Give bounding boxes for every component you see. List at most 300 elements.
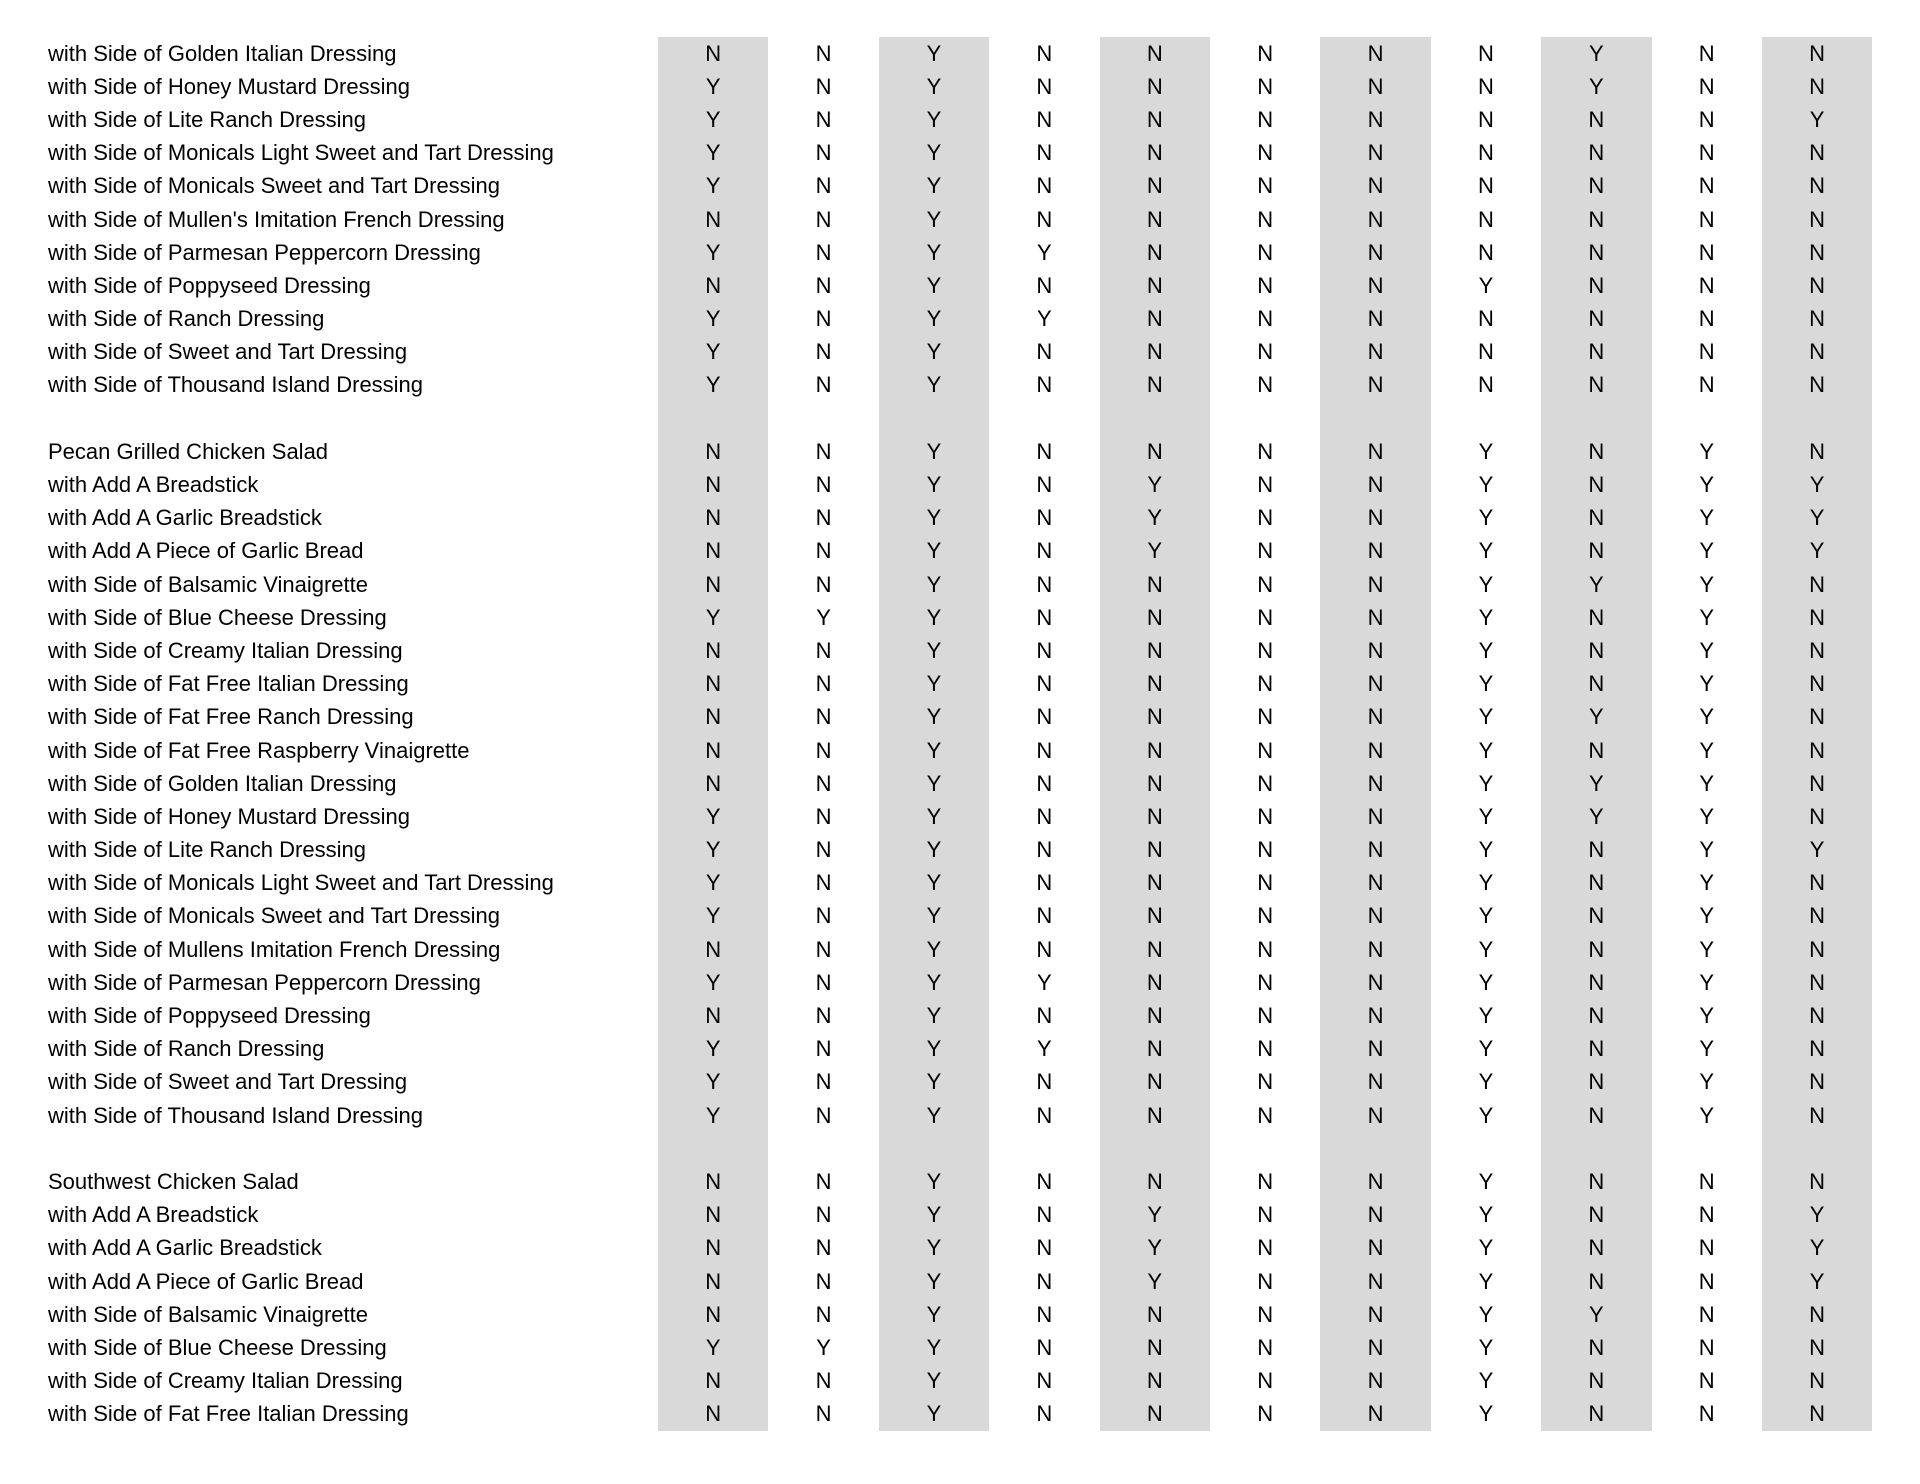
yn-cell: Y bbox=[926, 1401, 942, 1427]
yn-cell: N bbox=[1146, 1036, 1163, 1062]
yn-cell: N bbox=[1036, 870, 1053, 896]
yn-cell: N bbox=[1146, 936, 1163, 962]
yn-cell: N bbox=[1367, 704, 1384, 730]
yn-cell: N bbox=[1146, 571, 1163, 597]
yn-cell: Y bbox=[1699, 870, 1715, 896]
yn-cell: N bbox=[1588, 106, 1605, 132]
table-row bbox=[0, 966, 1920, 999]
yn-cell: N bbox=[1809, 73, 1826, 99]
yn-cell: N bbox=[815, 1036, 832, 1062]
yn-cell: Y bbox=[1699, 1069, 1715, 1095]
yn-cell: N bbox=[1367, 438, 1384, 464]
yn-cell: N bbox=[1367, 1202, 1384, 1228]
yn-cell: N bbox=[1367, 1069, 1384, 1095]
yn-cell: N bbox=[1146, 106, 1163, 132]
row-label: with Side of Creamy Italian Dressing bbox=[48, 1368, 403, 1394]
yn-cell: N bbox=[1809, 173, 1826, 199]
yn-cell: N bbox=[1809, 239, 1826, 265]
yn-cell: N bbox=[815, 704, 832, 730]
yn-cell: N bbox=[1257, 1334, 1274, 1360]
yn-cell: N bbox=[1257, 505, 1274, 531]
yn-cell: N bbox=[1698, 173, 1715, 199]
yn-cell: Y bbox=[1588, 73, 1604, 99]
table-row bbox=[0, 336, 1920, 369]
row-label: with Side of Golden Italian Dressing bbox=[48, 40, 397, 66]
yn-cell: N bbox=[1257, 671, 1274, 697]
yn-cell: N bbox=[1588, 1102, 1605, 1128]
yn-cell: N bbox=[1036, 438, 1053, 464]
yn-cell: N bbox=[1477, 339, 1494, 365]
yn-cell: Y bbox=[1478, 1401, 1494, 1427]
yn-cell: Y bbox=[1699, 837, 1715, 863]
yn-cell: Y bbox=[1699, 903, 1715, 929]
yn-cell: N bbox=[1257, 106, 1274, 132]
table-row bbox=[0, 1265, 1920, 1298]
table-row bbox=[0, 1199, 1920, 1232]
yn-cell: N bbox=[705, 704, 722, 730]
section-spacer-row bbox=[0, 1132, 1920, 1165]
yn-cell: N bbox=[815, 969, 832, 995]
yn-cell: N bbox=[1146, 1301, 1163, 1327]
yn-cell: Y bbox=[926, 173, 942, 199]
yn-cell: N bbox=[1588, 1069, 1605, 1095]
yn-cell: N bbox=[705, 770, 722, 796]
yn-cell: N bbox=[815, 1102, 832, 1128]
yn-cell: N bbox=[705, 40, 722, 66]
yn-cell: Y bbox=[926, 704, 942, 730]
yn-cell: N bbox=[1146, 903, 1163, 929]
yn-cell: N bbox=[1367, 1036, 1384, 1062]
yn-cell: N bbox=[1477, 239, 1494, 265]
yn-cell: N bbox=[815, 1401, 832, 1427]
row-label: with Side of Parmesan Peppercorn Dressing bbox=[48, 239, 481, 265]
yn-cell: N bbox=[1146, 272, 1163, 298]
yn-cell: Y bbox=[926, 770, 942, 796]
yn-cell: N bbox=[1146, 173, 1163, 199]
yn-cell: N bbox=[1146, 1334, 1163, 1360]
yn-cell: N bbox=[1036, 803, 1053, 829]
yn-cell: N bbox=[1698, 239, 1715, 265]
yn-cell: Y bbox=[926, 1003, 942, 1029]
yn-cell: N bbox=[815, 1268, 832, 1294]
row-label: with Side of Honey Mustard Dressing bbox=[48, 73, 410, 99]
yn-cell: N bbox=[1698, 272, 1715, 298]
yn-cell: N bbox=[1477, 206, 1494, 232]
yn-cell: N bbox=[705, 472, 722, 498]
yn-cell: Y bbox=[926, 472, 942, 498]
yn-cell: N bbox=[1477, 173, 1494, 199]
table-row bbox=[0, 634, 1920, 667]
yn-cell: Y bbox=[1478, 438, 1494, 464]
yn-cell: Y bbox=[1478, 704, 1494, 730]
yn-cell: N bbox=[1809, 737, 1826, 763]
table-row bbox=[0, 170, 1920, 203]
row-label: Southwest Chicken Salad bbox=[48, 1168, 299, 1194]
yn-cell: Y bbox=[926, 106, 942, 132]
yn-cell: N bbox=[1809, 870, 1826, 896]
yn-cell: N bbox=[1257, 903, 1274, 929]
yn-cell: N bbox=[1809, 272, 1826, 298]
yn-cell: N bbox=[1588, 1334, 1605, 1360]
yn-cell: N bbox=[1809, 704, 1826, 730]
yn-cell: Y bbox=[705, 306, 721, 332]
yn-cell: N bbox=[1698, 106, 1715, 132]
yn-cell: Y bbox=[1147, 472, 1163, 498]
yn-cell: N bbox=[1036, 1368, 1053, 1394]
yn-cell: N bbox=[1809, 1368, 1826, 1394]
yn-cell: N bbox=[705, 1268, 722, 1294]
yn-cell: Y bbox=[926, 272, 942, 298]
table-row bbox=[0, 1099, 1920, 1132]
yn-cell: Y bbox=[1478, 538, 1494, 564]
row-label: with Side of Fat Free Ranch Dressing bbox=[48, 704, 414, 730]
yn-cell: N bbox=[1809, 903, 1826, 929]
yn-cell: Y bbox=[1809, 538, 1825, 564]
yn-cell: Y bbox=[1699, 936, 1715, 962]
yn-cell: N bbox=[1257, 239, 1274, 265]
yn-cell: Y bbox=[1478, 837, 1494, 863]
yn-cell: N bbox=[1146, 1003, 1163, 1029]
yn-cell: N bbox=[1146, 1368, 1163, 1394]
yn-cell: N bbox=[1036, 704, 1053, 730]
yn-cell: N bbox=[1146, 339, 1163, 365]
yn-cell: Y bbox=[1478, 1168, 1494, 1194]
yn-cell: N bbox=[1257, 306, 1274, 332]
yn-cell: N bbox=[1588, 505, 1605, 531]
yn-cell: N bbox=[1367, 106, 1384, 132]
yn-cell: N bbox=[1698, 1368, 1715, 1394]
yn-cell: Y bbox=[705, 604, 721, 630]
yn-cell: N bbox=[1146, 870, 1163, 896]
yn-cell: Y bbox=[705, 870, 721, 896]
yn-cell: N bbox=[1257, 538, 1274, 564]
table-row bbox=[0, 435, 1920, 468]
yn-cell: N bbox=[1367, 604, 1384, 630]
table-row bbox=[0, 137, 1920, 170]
yn-cell: N bbox=[1809, 969, 1826, 995]
row-label: with Side of Balsamic Vinaigrette bbox=[48, 1301, 368, 1327]
yn-cell: N bbox=[1367, 472, 1384, 498]
row-label: with Side of Fat Free Raspberry Vinaigrette bbox=[48, 737, 470, 763]
yn-cell: N bbox=[815, 73, 832, 99]
row-label: with Side of Fat Free Italian Dressing bbox=[48, 1401, 409, 1427]
yn-cell: Y bbox=[1588, 704, 1604, 730]
yn-cell: Y bbox=[705, 903, 721, 929]
yn-cell: N bbox=[1257, 571, 1274, 597]
yn-cell: Y bbox=[1478, 1102, 1494, 1128]
yn-cell: Y bbox=[816, 604, 831, 630]
yn-cell: Y bbox=[1588, 803, 1604, 829]
table-row bbox=[0, 800, 1920, 833]
table-row bbox=[0, 933, 1920, 966]
yn-cell: N bbox=[815, 239, 832, 265]
yn-cell: N bbox=[1257, 770, 1274, 796]
yn-cell: Y bbox=[1478, 1202, 1494, 1228]
table-row bbox=[0, 1033, 1920, 1066]
table-row bbox=[0, 1331, 1920, 1364]
yn-cell: N bbox=[1146, 604, 1163, 630]
yn-cell: Y bbox=[1699, 604, 1715, 630]
yn-cell: N bbox=[1036, 1003, 1053, 1029]
yn-cell: N bbox=[1809, 671, 1826, 697]
yn-cell: N bbox=[1588, 604, 1605, 630]
yn-cell: N bbox=[1367, 737, 1384, 763]
yn-cell: N bbox=[1588, 1368, 1605, 1394]
table-row bbox=[0, 369, 1920, 402]
row-label: with Add A Breadstick bbox=[48, 1202, 259, 1228]
yn-cell: Y bbox=[1699, 737, 1715, 763]
yn-cell: Y bbox=[926, 1334, 942, 1360]
yn-cell: N bbox=[1036, 903, 1053, 929]
yn-cell: Y bbox=[705, 1334, 721, 1360]
yn-cell: N bbox=[705, 737, 722, 763]
yn-cell: N bbox=[1698, 1401, 1715, 1427]
yn-cell: N bbox=[1146, 438, 1163, 464]
yn-cell: Y bbox=[926, 903, 942, 929]
yn-cell: Y bbox=[926, 505, 942, 531]
row-label: with Side of Balsamic Vinaigrette bbox=[48, 571, 368, 597]
table-row bbox=[0, 601, 1920, 634]
table-row bbox=[0, 1365, 1920, 1398]
yn-cell: Y bbox=[926, 737, 942, 763]
yn-cell: N bbox=[1809, 1301, 1826, 1327]
yn-cell: N bbox=[1698, 73, 1715, 99]
yn-cell: N bbox=[1698, 1334, 1715, 1360]
yn-cell: Y bbox=[705, 1069, 721, 1095]
yn-cell: N bbox=[705, 505, 722, 531]
yn-cell: N bbox=[815, 206, 832, 232]
yn-cell: N bbox=[1477, 40, 1494, 66]
yn-cell: N bbox=[1146, 969, 1163, 995]
yn-cell: N bbox=[1257, 1069, 1274, 1095]
yn-cell: Y bbox=[1037, 239, 1052, 265]
row-label: with Side of Thousand Island Dressing bbox=[48, 372, 424, 398]
yn-cell: Y bbox=[1699, 969, 1715, 995]
yn-cell: N bbox=[1588, 372, 1605, 398]
yn-cell: Y bbox=[705, 173, 721, 199]
yn-cell: N bbox=[1036, 604, 1053, 630]
yn-cell: N bbox=[1809, 1168, 1826, 1194]
yn-cell: N bbox=[1146, 140, 1163, 166]
yn-cell: N bbox=[1367, 1268, 1384, 1294]
yn-cell: N bbox=[815, 936, 832, 962]
yn-cell: N bbox=[1367, 770, 1384, 796]
yn-cell: Y bbox=[926, 1202, 942, 1228]
yn-cell: N bbox=[815, 505, 832, 531]
yn-cell: N bbox=[1257, 1301, 1274, 1327]
yn-cell: Y bbox=[1147, 538, 1163, 564]
yn-cell: Y bbox=[1478, 1268, 1494, 1294]
yn-cell: N bbox=[1588, 671, 1605, 697]
yn-cell: N bbox=[815, 173, 832, 199]
yn-cell: Y bbox=[926, 438, 942, 464]
yn-cell: N bbox=[1146, 40, 1163, 66]
yn-cell: N bbox=[1146, 206, 1163, 232]
yn-cell: N bbox=[1809, 1069, 1826, 1095]
yn-cell: N bbox=[1036, 272, 1053, 298]
yn-cell: N bbox=[1257, 339, 1274, 365]
yn-cell: N bbox=[1257, 472, 1274, 498]
yn-cell: Y bbox=[926, 936, 942, 962]
yn-cell: N bbox=[1036, 505, 1053, 531]
yn-cell: Y bbox=[1588, 770, 1604, 796]
yn-cell: Y bbox=[926, 969, 942, 995]
yn-cell: Y bbox=[1147, 1235, 1163, 1261]
yn-cell: N bbox=[1809, 803, 1826, 829]
yn-cell: N bbox=[1146, 239, 1163, 265]
yn-cell: N bbox=[815, 472, 832, 498]
yn-cell: Y bbox=[926, 140, 942, 166]
yn-cell: N bbox=[1146, 704, 1163, 730]
yn-cell: N bbox=[1036, 472, 1053, 498]
yn-cell: Y bbox=[1699, 637, 1715, 663]
yn-cell: N bbox=[1588, 837, 1605, 863]
yn-cell: Y bbox=[1478, 1036, 1494, 1062]
yn-cell: Y bbox=[1478, 1069, 1494, 1095]
yn-cell: N bbox=[1588, 737, 1605, 763]
yn-cell: Y bbox=[705, 140, 721, 166]
yn-cell: N bbox=[1809, 604, 1826, 630]
row-label: with Side of Poppyseed Dressing bbox=[48, 272, 371, 298]
yn-cell: N bbox=[1809, 1036, 1826, 1062]
yn-cell: Y bbox=[1147, 505, 1163, 531]
yn-cell: Y bbox=[705, 106, 721, 132]
yn-cell: N bbox=[1036, 106, 1053, 132]
yn-cell: Y bbox=[1478, 505, 1494, 531]
yn-cell: N bbox=[1146, 737, 1163, 763]
yn-cell: N bbox=[815, 671, 832, 697]
yn-cell: N bbox=[1146, 770, 1163, 796]
yn-cell: Y bbox=[705, 372, 721, 398]
row-label: Pecan Grilled Chicken Salad bbox=[48, 438, 329, 464]
yn-cell: N bbox=[705, 936, 722, 962]
yn-cell: N bbox=[1367, 870, 1384, 896]
yn-cell: N bbox=[1257, 1168, 1274, 1194]
yn-cell: N bbox=[1698, 1268, 1715, 1294]
yn-cell: N bbox=[1698, 339, 1715, 365]
yn-cell: N bbox=[1588, 538, 1605, 564]
row-label: with Side of Ranch Dressing bbox=[48, 1036, 325, 1062]
yn-cell: N bbox=[1367, 538, 1384, 564]
yn-cell: N bbox=[1367, 173, 1384, 199]
yn-cell: N bbox=[705, 206, 722, 232]
yn-cell: N bbox=[1809, 1334, 1826, 1360]
yn-cell: N bbox=[1257, 1368, 1274, 1394]
yn-cell: N bbox=[1036, 1202, 1053, 1228]
yn-cell: N bbox=[1036, 1168, 1053, 1194]
yn-cell: Y bbox=[1699, 538, 1715, 564]
row-label: with Side of Thousand Island Dressing bbox=[48, 1102, 424, 1128]
yn-cell: N bbox=[1036, 1401, 1053, 1427]
yn-cell: Y bbox=[705, 969, 721, 995]
yn-cell: N bbox=[1477, 140, 1494, 166]
table-row bbox=[0, 103, 1920, 136]
row-label: with Side of Monicals Sweet and Tart Dressing bbox=[48, 903, 501, 929]
yn-cell: N bbox=[815, 1202, 832, 1228]
yn-cell: N bbox=[1257, 73, 1274, 99]
yn-cell: Y bbox=[705, 73, 721, 99]
yn-cell: Y bbox=[1478, 671, 1494, 697]
yn-cell: Y bbox=[1037, 306, 1052, 332]
yn-cell: N bbox=[1257, 1102, 1274, 1128]
yn-cell: Y bbox=[1588, 1301, 1604, 1327]
yn-cell: N bbox=[1367, 505, 1384, 531]
yn-cell: N bbox=[1698, 306, 1715, 332]
yn-cell: Y bbox=[705, 1036, 721, 1062]
yn-cell: Y bbox=[926, 538, 942, 564]
yn-cell: Y bbox=[705, 837, 721, 863]
yn-cell: N bbox=[1698, 1301, 1715, 1327]
yn-cell: N bbox=[1367, 671, 1384, 697]
yn-cell: Y bbox=[1037, 969, 1052, 995]
yn-cell: N bbox=[1036, 339, 1053, 365]
yn-cell: Y bbox=[1478, 903, 1494, 929]
yn-cell: N bbox=[1809, 438, 1826, 464]
yn-cell: N bbox=[1036, 571, 1053, 597]
yn-cell: Y bbox=[1478, 272, 1494, 298]
yn-cell: N bbox=[815, 372, 832, 398]
yn-cell: Y bbox=[1478, 969, 1494, 995]
yn-cell: Y bbox=[1037, 1036, 1052, 1062]
yn-cell: N bbox=[1477, 306, 1494, 332]
yn-cell: N bbox=[1257, 140, 1274, 166]
yn-cell: N bbox=[1146, 1069, 1163, 1095]
yn-cell: N bbox=[1588, 272, 1605, 298]
table-row bbox=[0, 535, 1920, 568]
yn-cell: N bbox=[1257, 1235, 1274, 1261]
yn-cell: N bbox=[1588, 140, 1605, 166]
yn-cell: N bbox=[1367, 1401, 1384, 1427]
yn-cell: N bbox=[1036, 1268, 1053, 1294]
yn-cell: N bbox=[1809, 936, 1826, 962]
yn-cell: Y bbox=[1809, 1202, 1825, 1228]
yn-cell: N bbox=[1588, 1168, 1605, 1194]
yn-cell: N bbox=[1809, 1003, 1826, 1029]
table-row bbox=[0, 1298, 1920, 1331]
yn-cell: N bbox=[1809, 770, 1826, 796]
row-label: with Side of Sweet and Tart Dressing bbox=[48, 1069, 408, 1095]
row-label: with Side of Monicals Sweet and Tart Dressing bbox=[48, 173, 501, 199]
yn-cell: N bbox=[1588, 472, 1605, 498]
yn-cell: N bbox=[1367, 936, 1384, 962]
yn-cell: N bbox=[1257, 438, 1274, 464]
table-row bbox=[0, 70, 1920, 103]
yn-cell: N bbox=[1809, 571, 1826, 597]
yn-cell: Y bbox=[1478, 803, 1494, 829]
yn-cell: Y bbox=[1478, 571, 1494, 597]
yn-cell: N bbox=[1146, 837, 1163, 863]
yn-cell: Y bbox=[1478, 770, 1494, 796]
yn-cell: N bbox=[1367, 837, 1384, 863]
yn-cell: Y bbox=[926, 239, 942, 265]
yn-cell: Y bbox=[1478, 936, 1494, 962]
row-label: with Add A Breadstick bbox=[48, 472, 259, 498]
yn-cell: N bbox=[1809, 372, 1826, 398]
table-row bbox=[0, 568, 1920, 601]
yn-cell: Y bbox=[1699, 1102, 1715, 1128]
yn-cell: Y bbox=[1699, 770, 1715, 796]
yn-cell: N bbox=[1588, 637, 1605, 663]
row-label: with Side of Ranch Dressing bbox=[48, 306, 325, 332]
yn-cell: N bbox=[1146, 803, 1163, 829]
yn-cell: N bbox=[815, 40, 832, 66]
yn-cell: N bbox=[1257, 1268, 1274, 1294]
yn-cell: Y bbox=[1699, 571, 1715, 597]
yn-cell: N bbox=[1036, 737, 1053, 763]
yn-cell: Y bbox=[1809, 472, 1825, 498]
yn-cell: N bbox=[1257, 803, 1274, 829]
yn-cell: N bbox=[1257, 936, 1274, 962]
